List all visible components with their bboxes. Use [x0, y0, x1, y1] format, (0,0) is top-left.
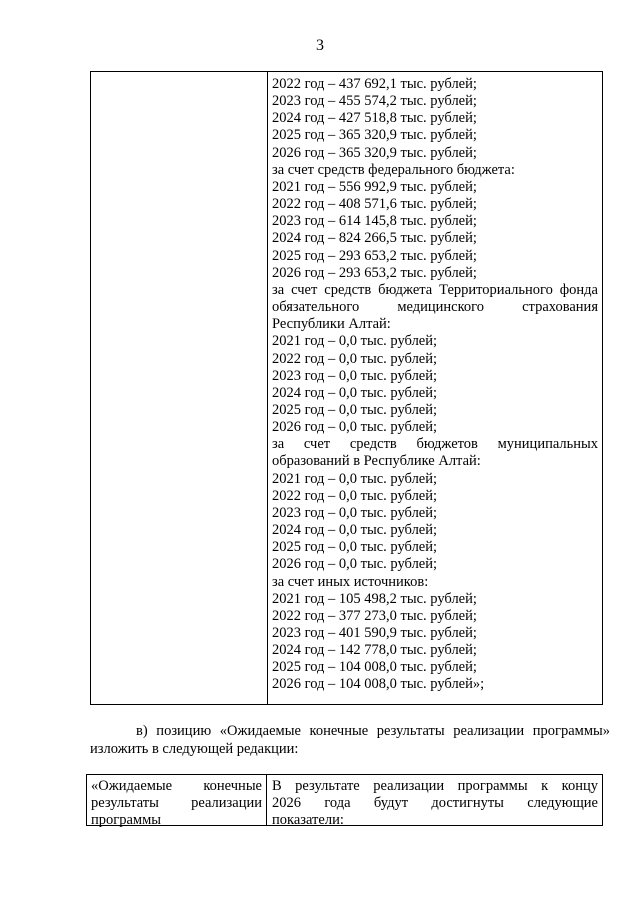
paragraph-line-1: в) позицию «Ожидаемые конечные результаты реализации программы» [136, 723, 610, 739]
text-line: результаты реализации [91, 795, 262, 811]
text-line: за счет средств бюджета Территориального фонда [272, 281, 598, 298]
text-line: 2023 год – 614 145,8 тыс. рублей; [272, 213, 477, 230]
text-line: 2022 год – 377 273,0 тыс. рублей; [272, 607, 477, 624]
text-line: Республики Алтай: [272, 316, 391, 333]
text-line: образований в Республике Алтай: [272, 453, 481, 470]
text-line: 2026 год – 365 320,9 тыс. рублей; [272, 144, 477, 161]
text-line: 2025 год – 365 320,9 тыс. рублей; [272, 127, 477, 144]
text-line: 2026 год – 104 008,0 тыс. рублей»; [272, 676, 485, 693]
results-table [86, 774, 603, 826]
text-line: 2021 год – 556 992,9 тыс. рублей; [272, 178, 477, 195]
column-divider [267, 72, 268, 704]
text-line: 2022 год – 0,0 тыс. рублей; [272, 350, 438, 367]
text-line: 2026 года будут достигнуты следующие [272, 795, 598, 811]
text-line: 2026 год – 293 653,2 тыс. рублей; [272, 264, 477, 281]
text-line: 2023 год – 455 574,2 тыс. рублей; [272, 93, 477, 110]
text-line: 2023 год – 0,0 тыс. рублей; [272, 367, 438, 384]
text-line: 2026 год – 0,0 тыс. рублей; [272, 556, 438, 573]
page-number: 3 [316, 37, 324, 54]
results-label-cell [91, 778, 262, 829]
text-line: показатели: [272, 812, 344, 828]
results-value-cell [272, 778, 598, 829]
text-line: 2022 год – 437 692,1 тыс. рублей; [272, 76, 477, 92]
text-line: 2025 год – 0,0 тыс. рублей; [272, 539, 438, 556]
text-line: 2025 год – 293 653,2 тыс. рублей; [272, 247, 477, 264]
text-line: «Ожидаемые конечные [91, 778, 262, 794]
text-line: 2021 год – 0,0 тыс. рублей; [272, 333, 438, 350]
text-line: 2025 год – 0,0 тыс. рублей; [272, 401, 438, 418]
funding-cell [272, 76, 598, 694]
text-line: за счет иных источников: [272, 573, 429, 590]
text-line: 2021 год – 105 498,2 тыс. рублей; [272, 590, 477, 607]
text-line: В результате реализации программы к концу [272, 778, 598, 794]
text-line: 2022 год – 0,0 тыс. рублей; [272, 487, 438, 504]
text-line: за счет средств бюджетов муниципальных [272, 436, 598, 453]
text-line: 2022 год – 408 571,6 тыс. рублей; [272, 196, 477, 213]
text-line: 2024 год – 824 266,5 тыс. рублей; [272, 230, 477, 247]
text-line: 2025 год – 104 008,0 тыс. рублей; [272, 659, 477, 676]
text-line: за счет средств федерального бюджета: [272, 161, 515, 178]
text-line: 2024 год – 0,0 тыс. рублей; [272, 522, 438, 539]
funding-table [90, 71, 603, 705]
column-divider [266, 775, 267, 825]
paragraph-line-2: изложить в следующей редакции: [90, 740, 299, 757]
text-line: программы [91, 812, 161, 828]
text-line: 2023 год – 401 590,9 тыс. рублей; [272, 625, 477, 641]
text-line: 2023 год – 0,0 тыс. рублей; [272, 504, 438, 521]
text-line: 2026 год – 0,0 тыс. рублей; [272, 419, 438, 436]
text-line: обязательного медицинского страхования [272, 299, 598, 316]
text-line: 2021 год – 0,0 тыс. рублей; [272, 470, 438, 487]
amendment-paragraph [90, 723, 610, 758]
text-line: 2024 год – 0,0 тыс. рублей; [272, 384, 438, 401]
text-line: 2024 год – 427 518,8 тыс. рублей; [272, 110, 477, 127]
text-line: 2024 год – 142 778,0 тыс. рублей; [272, 642, 477, 659]
